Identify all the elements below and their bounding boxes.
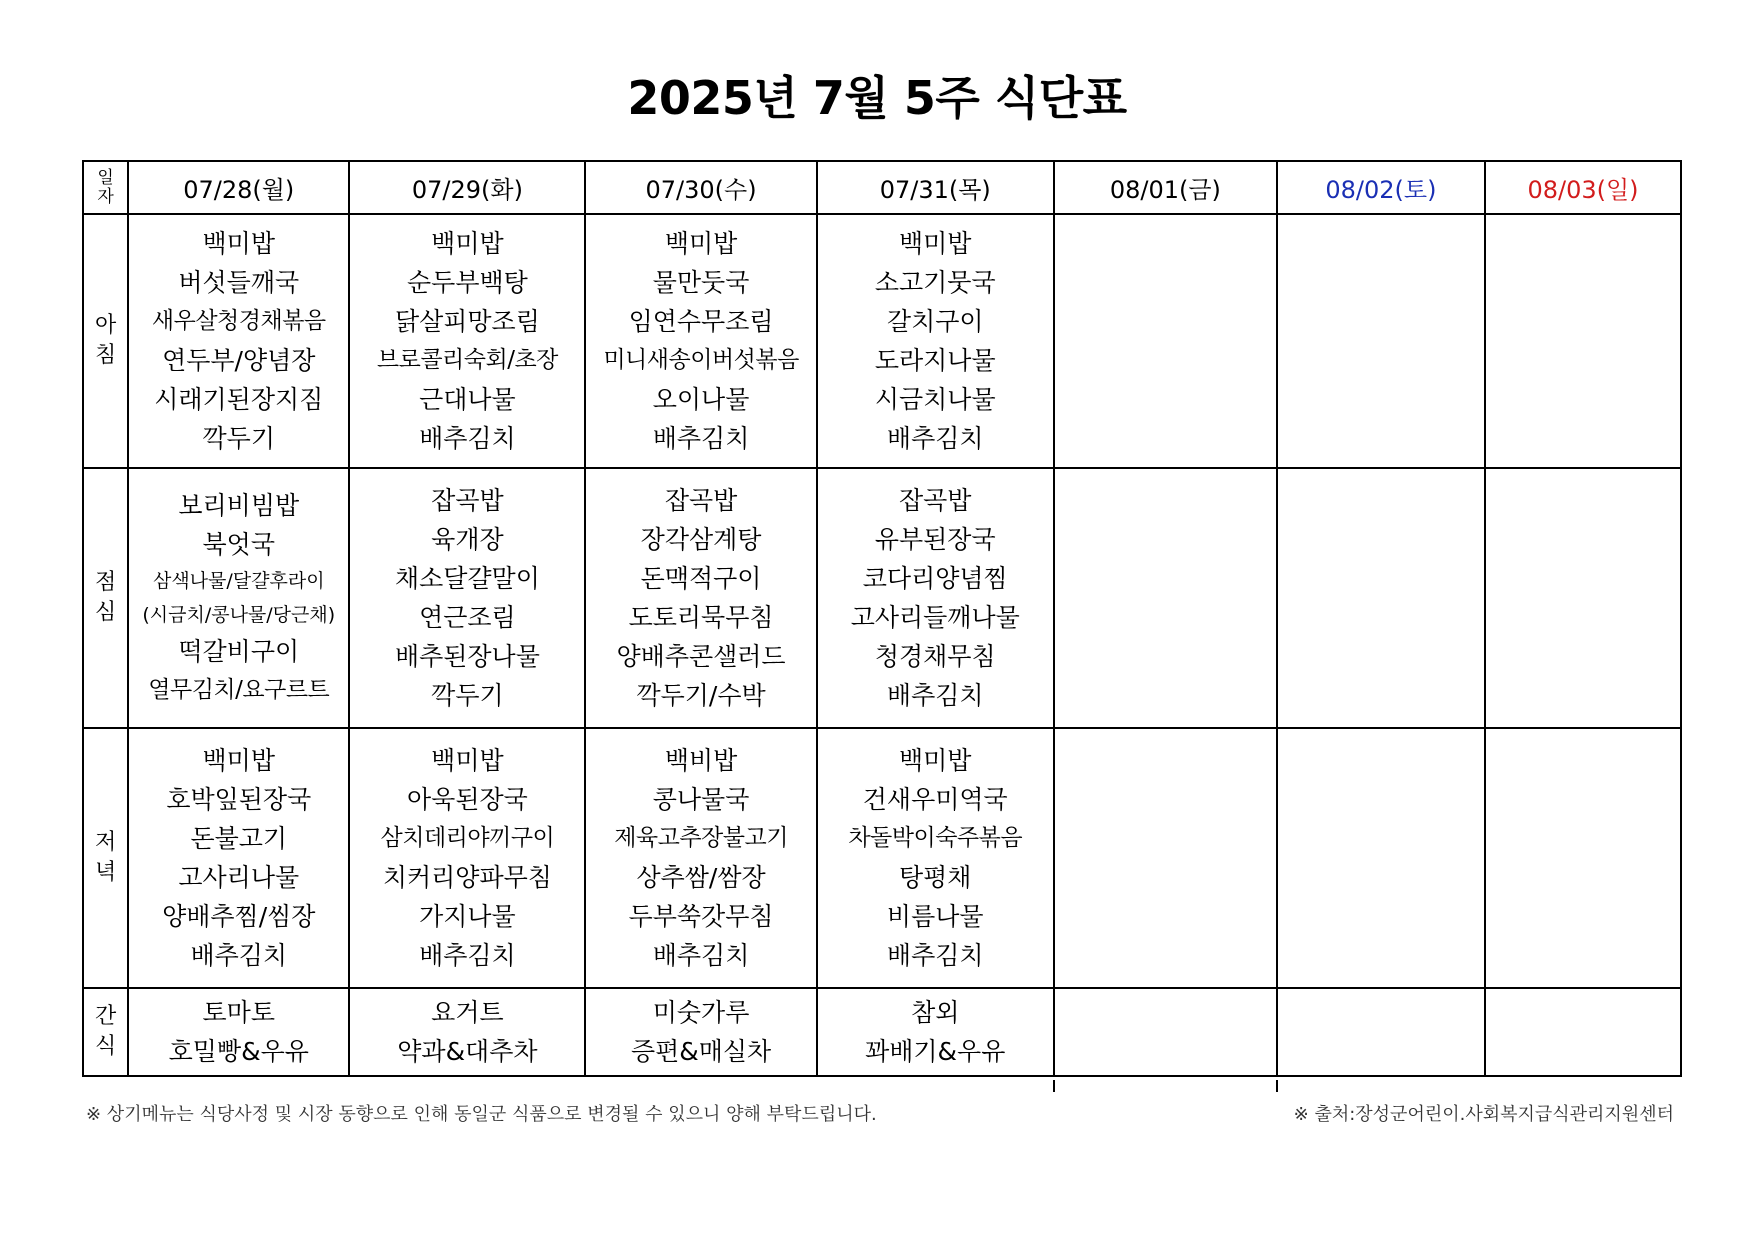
menu-item: 배추김치 [652, 424, 750, 453]
menu-cell [1054, 728, 1277, 988]
menu-item: 도라지나물 [874, 346, 996, 375]
menu-item: 차돌박이숙주볶음 [848, 825, 1023, 851]
snack-row [83, 988, 1681, 1076]
menu-cell [349, 468, 585, 728]
menu-item: 깍두기/수박 [636, 681, 766, 710]
menu-item: 가지나물 [419, 902, 516, 931]
menu-item: 연두부/양념장 [162, 346, 316, 375]
menu-item: 떡갈비구이 [178, 637, 300, 666]
menu-item: 백미밥 [664, 229, 738, 258]
menu-list [586, 993, 815, 1071]
date-corner-label [83, 161, 128, 214]
corner-label-line: 일 [97, 167, 114, 188]
menu-cell [349, 988, 585, 1076]
meal-label-line: 간 [94, 1004, 117, 1029]
menu-cell [817, 988, 1054, 1076]
menu-item: 배추김치 [419, 424, 516, 453]
menu-cell [817, 214, 1054, 468]
table-tick-mark [1053, 1080, 1055, 1092]
date-header: 07/29(화) [349, 161, 585, 214]
menu-item: 치커리양파무침 [382, 863, 552, 892]
menu-item: 연근조림 [419, 603, 516, 632]
menu-list [129, 741, 348, 975]
menu-cell [1054, 214, 1277, 468]
menu-item: 양배추콘샐러드 [616, 642, 786, 671]
meal-label-line: 녁 [94, 860, 117, 885]
menu-cell [349, 214, 585, 468]
menu-cell [1277, 214, 1485, 468]
menu-list [129, 224, 348, 458]
menu-item: 소고기뭇국 [874, 268, 996, 297]
menu-cell [1485, 728, 1681, 988]
menu-item: 배추된장나물 [394, 642, 540, 671]
menu-item: 깍두기 [431, 681, 504, 710]
menu-item: 양배추찜/씸장 [162, 902, 316, 931]
menu-cell [817, 468, 1054, 728]
menu-item: 두부쑥갓무침 [628, 902, 774, 931]
menu-cell [128, 988, 349, 1076]
menu-item: 오이나물 [652, 385, 750, 414]
menu-list [586, 741, 815, 975]
menu-item: 보리비빔밥 [178, 491, 300, 520]
menu-item: 고사리들깨나물 [850, 603, 1020, 632]
menu-cell [128, 728, 349, 988]
menu-cell [817, 728, 1054, 988]
menu-item: 시래기된장지짐 [154, 385, 324, 414]
menu-item: 임연수무조림 [628, 307, 774, 336]
menu-cell [1054, 468, 1277, 728]
menu-item: 물만둣국 [652, 268, 750, 297]
menu-item: 호밀빵&우유 [168, 1037, 309, 1066]
menu-cell [349, 728, 585, 988]
table-tick-mark [1276, 1080, 1278, 1092]
page-title: 2025년 7월 5주 식단표 [627, 71, 1127, 125]
meal-label [83, 988, 128, 1076]
menu-item: 버섯들깨국 [178, 268, 300, 297]
menu-list [586, 481, 815, 715]
menu-list [818, 481, 1053, 715]
menu-item: 삼색나물/달걀후라이 [152, 570, 325, 592]
menu-list [350, 993, 584, 1071]
menu-cell [1277, 468, 1485, 728]
menu-item: 비름나물 [886, 902, 984, 931]
menu-item: 유부된장국 [874, 525, 996, 554]
menu-item: 시금치나물 [874, 385, 996, 414]
menu-item: 코다리양념찜 [862, 564, 1008, 593]
date-header-row [83, 161, 1681, 214]
menu-item: 배추김치 [886, 941, 984, 970]
date-header: 07/30(수) [585, 161, 816, 214]
menu-item: 백미밥 [431, 746, 504, 775]
menu-cell [585, 214, 816, 468]
menu-cell [128, 214, 349, 468]
menu-item: 돈맥적구이 [640, 564, 762, 593]
date-header-saturday: 08/02(토) [1277, 161, 1485, 214]
footnote-menu-change: ※ 상기메뉴는 식당사정 및 시장 동향으로 인해 동일군 식품으로 변경될 수 있으니 양해 부탁드립니다. [86, 1104, 877, 1125]
menu-item: (시금치/콩나물/당근채) [142, 604, 336, 626]
menu-item: 약과&대추차 [397, 1037, 538, 1066]
menu-list [129, 993, 348, 1071]
weekly-menu-table [82, 160, 1682, 1077]
menu-item: 백미밥 [431, 229, 504, 258]
menu-item: 새우살청경채볶음 [151, 308, 326, 334]
menu-item: 잡곡밥 [664, 486, 738, 515]
menu-item: 도토리묵무침 [628, 603, 774, 632]
meal-label [83, 468, 128, 728]
menu-item: 북엇국 [202, 530, 275, 559]
menu-cell [128, 468, 349, 728]
menu-list [818, 224, 1053, 458]
menu-item: 백미밥 [899, 229, 972, 258]
menu-item: 상추쌈/쌈장 [636, 863, 766, 892]
corner-label-line: 자 [97, 186, 114, 207]
menu-cell [1485, 468, 1681, 728]
menu-cell [1485, 988, 1681, 1076]
menu-item: 탕평채 [899, 863, 972, 892]
menu-item: 육개장 [431, 525, 504, 554]
menu-item: 근대나물 [419, 385, 516, 414]
meal-label-line: 저 [94, 830, 117, 855]
menu-item: 미숫가루 [652, 998, 750, 1027]
menu-item: 잡곡밥 [431, 486, 504, 515]
menu-item: 배추김치 [886, 424, 984, 453]
menu-cell [585, 988, 816, 1076]
menu-item: 잡곡밥 [899, 486, 972, 515]
menu-item: 닭살피망조림 [394, 307, 540, 336]
menu-item: 깍두기 [202, 424, 275, 453]
menu-item: 장각삼계탕 [640, 525, 762, 554]
menu-item: 미니새송이버섯볶음 [603, 347, 799, 373]
menu-item: 증편&매실차 [630, 1037, 772, 1066]
menu-item: 제육고추장불고기 [614, 825, 788, 851]
menu-item: 순두부백탕 [407, 268, 528, 297]
menu-list [350, 224, 584, 458]
menu-cell [585, 728, 816, 988]
menu-cell [1277, 988, 1485, 1076]
menu-item: 백비밥 [664, 746, 738, 775]
menu-item: 채소달걀말이 [394, 564, 540, 593]
menu-item: 고사리나물 [178, 863, 300, 892]
menu-cell [1054, 988, 1277, 1076]
menu-list [350, 741, 584, 975]
menu-item: 백미밥 [899, 746, 972, 775]
menu-cell [585, 468, 816, 728]
menu-item: 갈치구이 [886, 307, 984, 336]
menu-item: 콩나물국 [652, 785, 750, 814]
menu-list [129, 486, 348, 710]
meal-label-line: 점 [94, 570, 117, 595]
menu-cell [1277, 728, 1485, 988]
breakfast-row [83, 214, 1681, 468]
menu-item: 참외 [911, 998, 960, 1027]
menu-item: 아욱된장국 [407, 785, 528, 814]
menu-item: 배추김치 [190, 941, 288, 970]
meal-label [83, 728, 128, 988]
menu-item: 요거트 [431, 998, 504, 1027]
menu-item: 청경채무침 [874, 642, 996, 671]
menu-list [818, 993, 1053, 1071]
menu-item: 삼치데리야끼구이 [380, 825, 555, 851]
meal-label-line: 침 [94, 343, 117, 368]
menu-item: 배추김치 [652, 941, 750, 970]
menu-item: 열무김치/요구르트 [148, 677, 330, 703]
menu-item: 브로콜리숙회/초장 [376, 347, 558, 373]
lunch-row [83, 468, 1681, 728]
date-header: 07/31(목) [817, 161, 1054, 214]
menu-item: 돈불고기 [190, 824, 288, 853]
date-header: 07/28(월) [128, 161, 349, 214]
date-header-sunday: 08/03(일) [1485, 161, 1681, 214]
footnote-source: ※ 출처:장성군어린이.사회복지급식관리지원센터 [1293, 1104, 1674, 1125]
menu-list [350, 481, 584, 715]
menu-item: 백미밥 [202, 229, 275, 258]
meal-label [83, 214, 128, 468]
menu-item: 배추김치 [886, 681, 984, 710]
menu-item: 배추김치 [419, 941, 516, 970]
menu-cell [1485, 214, 1681, 468]
date-header: 08/01(금) [1054, 161, 1277, 214]
meal-label-line: 식 [94, 1034, 117, 1059]
menu-list [586, 224, 815, 458]
menu-item: 백미밥 [202, 746, 275, 775]
meal-label-line: 아 [94, 313, 117, 338]
menu-item: 호박잎된장국 [166, 785, 312, 814]
dinner-row [83, 728, 1681, 988]
menu-item: 꽈배기&우유 [865, 1037, 1006, 1066]
menu-item: 건새우미역국 [862, 785, 1008, 814]
menu-list [818, 741, 1053, 975]
menu-item: 토마토 [202, 998, 275, 1027]
meal-label-line: 심 [94, 600, 117, 625]
